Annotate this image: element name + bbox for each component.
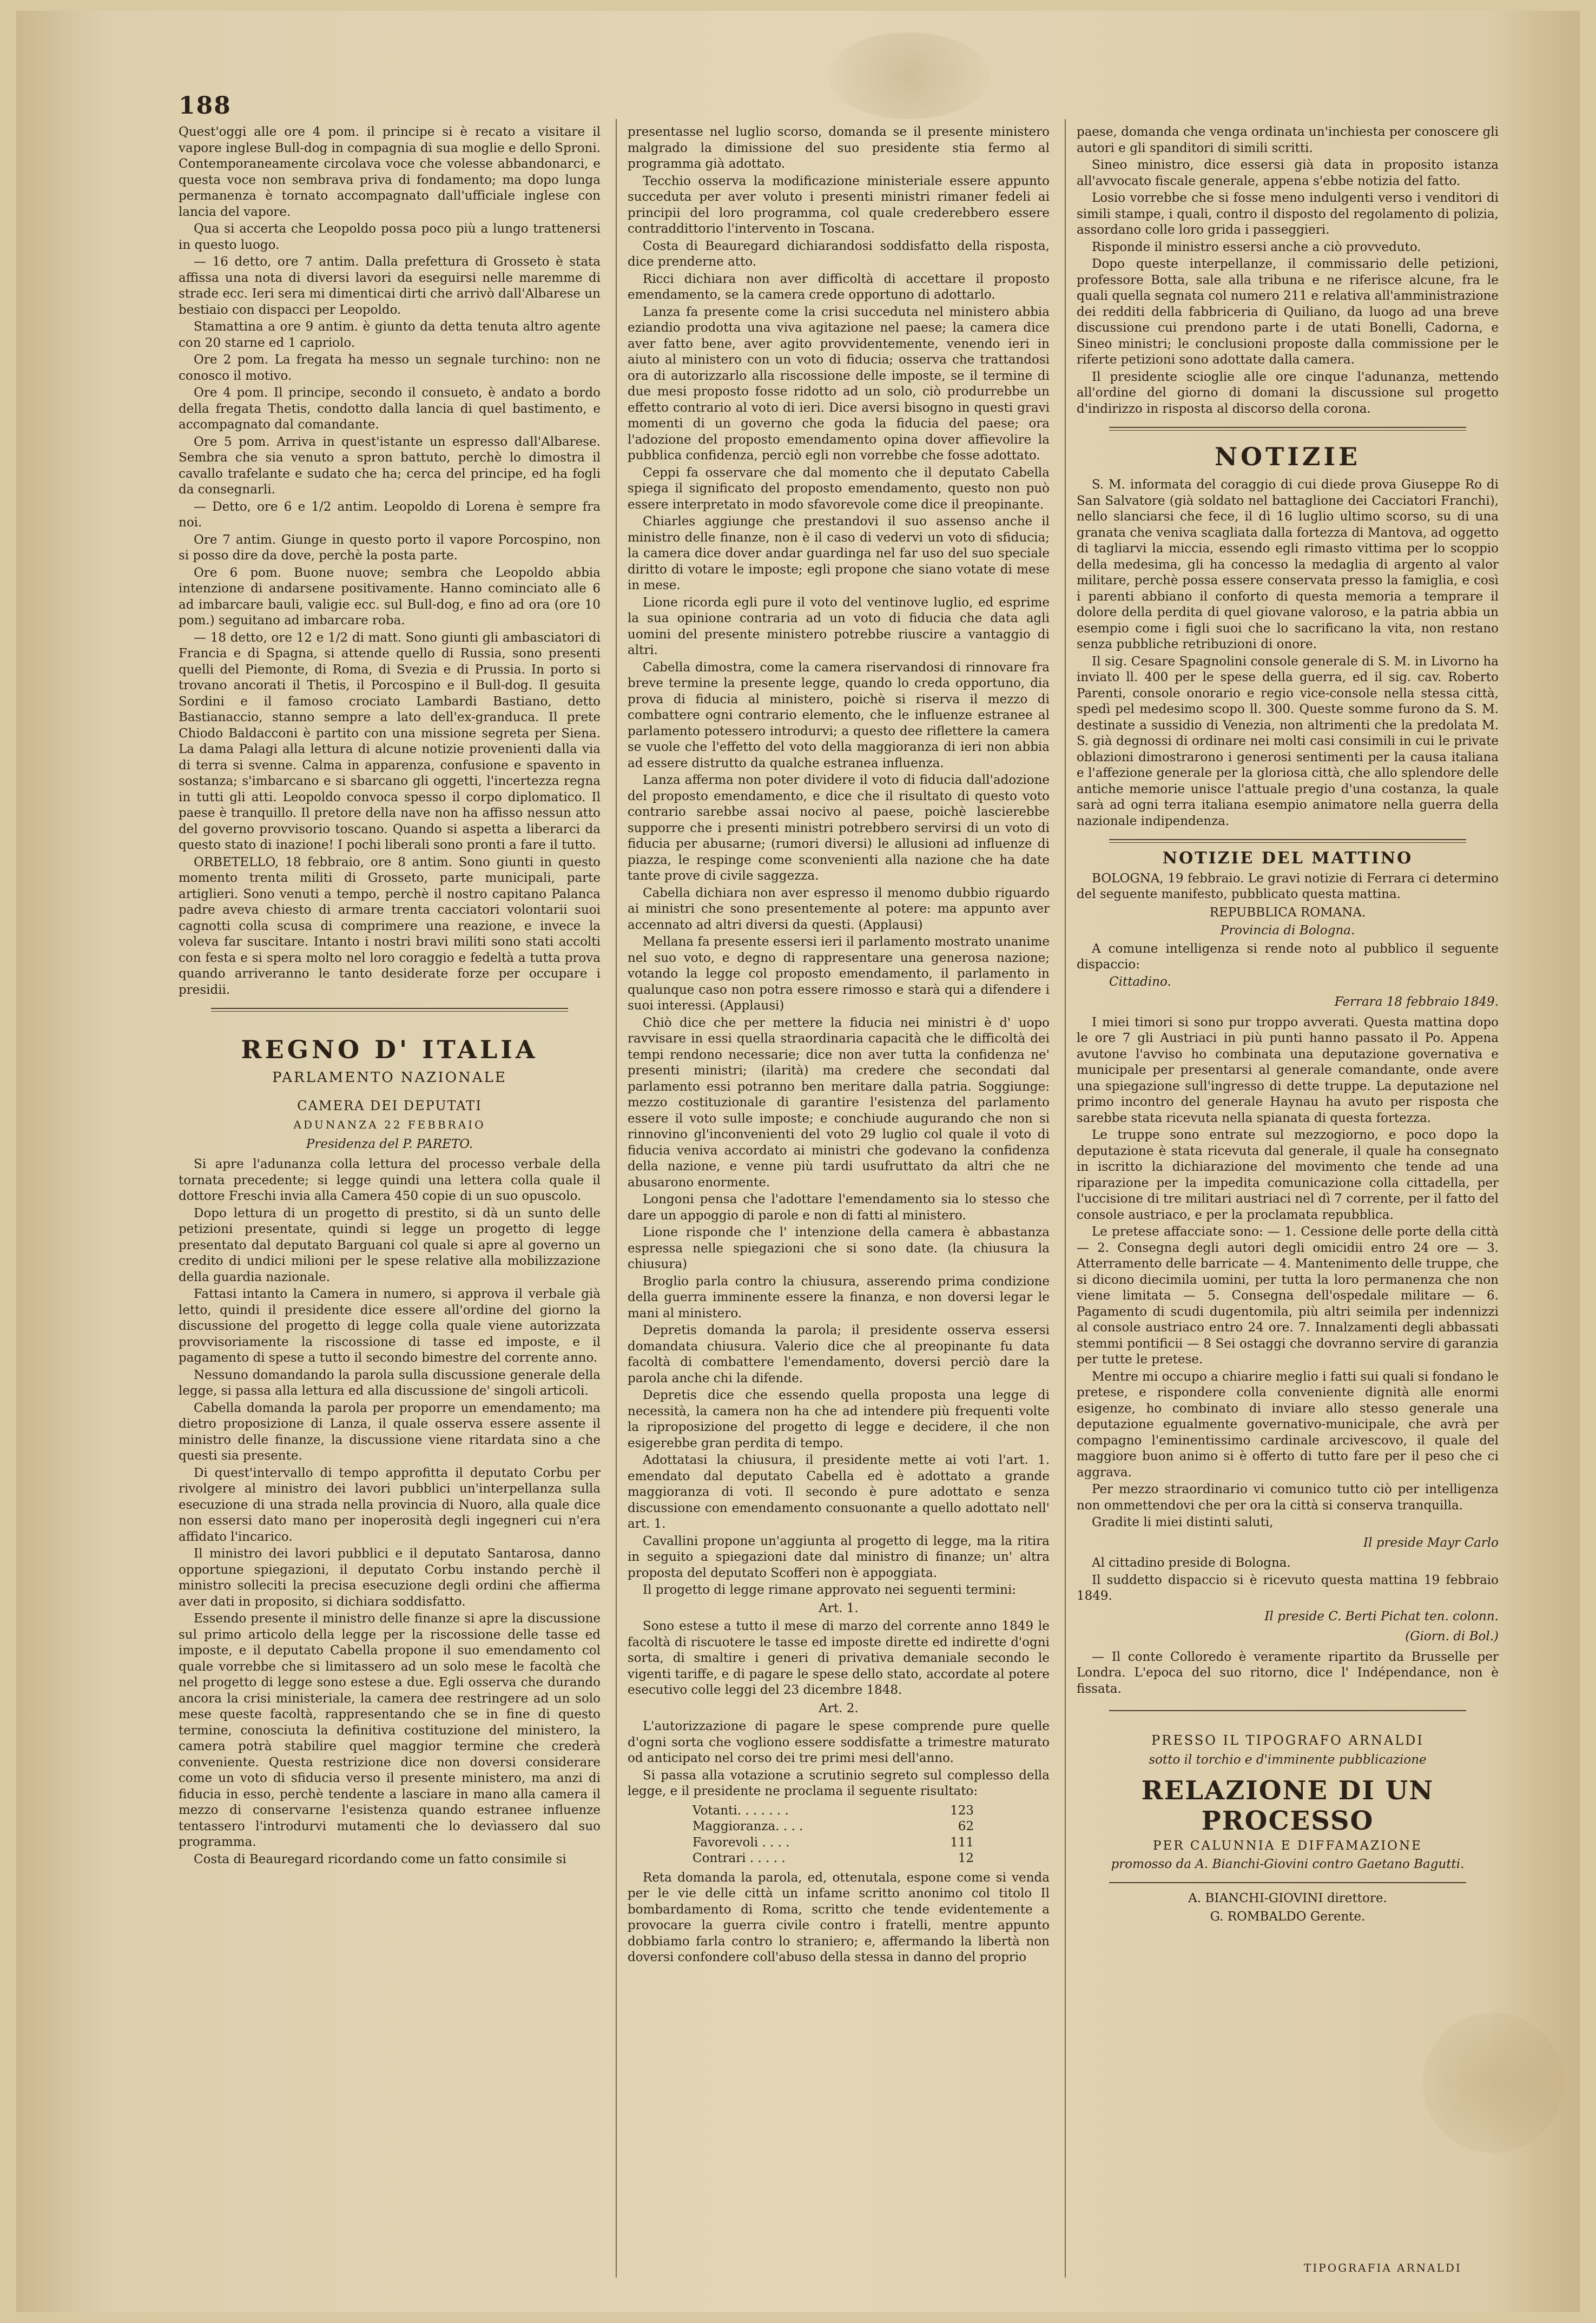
paragraph: Nessuno domandando la parola sulla discussione generale della legge, si passa alla lettura ed alla discussione de' singoli articoli. <box>179 1368 601 1398</box>
paragraph: Costa di Beauregard ricordando come un fatto consimile si <box>194 1852 566 1866</box>
paragraph: Si apre l'adunanza colla lettura del processo verbale della tornata precedente; si legge quindi una lettera colla quale il dottore Freschi invia alla Camera 450 copie di un suo opuscolo. <box>179 1157 601 1203</box>
paragraph: Reta domanda la parola, ed, ottenutala, espone come si venda per le vie delle città un infame scritto anonimo col titolo Il bombardamento di Roma, scritto che tende evidentemente a provocare la guerra civile contro i fratelli, mentre appunto dobbiamo farla contro lo straniero; e, affermando la libertà non doversi confondere coll'abuso della stessa in danno del proprio <box>628 1870 1050 1964</box>
paragraph: Qua si accerta che Leopoldo possa poco più a lungo trattenersi in questo luogo. <box>179 222 601 252</box>
paragraph: Cavallini propone un'aggiunta al progetto di legge, ma la ritira in seguito a spiegazioni date dal ministro di finanze; un' altra proposta del deputato Scofferi non è appoggiata. <box>628 1534 1050 1580</box>
paragraph: Lione ricorda egli pure il voto del ventinove luglio, ed esprime la sua opinione contraria ad un voto di fiducia che data agli uomini del presente ministero potrebbe riuscire a vantaggio di altri. <box>628 595 1050 657</box>
chamber-title: CAMERA DEI DEPUTATI <box>297 1098 482 1113</box>
paragraph: Stamattina a ore 9 antim. è giunto da detta tenuta altro agente con 20 starne ed 1 capriolo. <box>179 320 601 350</box>
section-rule <box>211 1011 568 1012</box>
dateline: Ferrara 18 febbraio 1849. <box>1334 995 1499 1009</box>
vote-row: Votanti. . . . . . . 123 <box>693 1803 974 1818</box>
column-1 <box>179 124 601 2278</box>
paragraph: Ore 5 pom. Arriva in quest'istante un espresso dall'Albarese. Sembra che sia venuto a spron battuto, perchè lo dimostra il cavallo trafelante e sudato che ha; cerca del principe, ed ha fogli da consegnarli. <box>179 434 601 497</box>
section-title-notizie: NOTIZIE <box>1214 442 1361 471</box>
section-rule <box>1109 430 1466 431</box>
section-rule <box>1109 427 1466 428</box>
paragraph: Il ministro dei lavori pubblici e il deputato Santarosa, danno opportune spiegazioni, il deputato Corbu instando perchè il ministro solleciti la precisa esecuzione degli ordini che affierma aver dati in proposito, si dichiara soddisfatto. <box>179 1547 601 1609</box>
section-rule <box>1109 842 1466 843</box>
paragraph: Ricci dichiara non aver difficoltà di accettare il proposto emendamento, se la camera crede opportuno di adottarlo. <box>628 272 1050 302</box>
newspaper-page <box>16 11 1580 2312</box>
paragraph: Ore 2 pom. La fregata ha messo un segnale turchino: non ne conosco il motivo. <box>179 353 601 383</box>
section-title-mattino: NOTIZIE DEL MATTINO <box>1162 849 1413 868</box>
paragraph: Al cittadino preside di Bologna. <box>1092 1556 1291 1570</box>
paragraph: BOLOGNA, 19 febbraio. Le gravi notizie di Ferrara ci determino del seguente manifesto, pubblicato questa mattina. <box>1077 871 1499 901</box>
section-rule <box>211 1008 568 1009</box>
column-2 <box>628 124 1050 2278</box>
paragraph: — Il conte Colloredo è veramente ripartito da Brusselle per Londra. L'epoca del suo ritorno, dice l' Indépendance, non è fissata. <box>1077 1649 1499 1696</box>
paragraph: Lanza fa presente come la crisi succeduta nel ministero abbia eziandio prodotta una viva agitazione nel paese; la camera dice aver fatto bene, aver agito provvidentemente, venendo ieri in aiuto al ministero con un voto di fiducia; osserva che trattandosi ora di autorizzarlo alla riscossione delle imposte, se il termine di due mesi proposto fosse ridotto ad un solo, ciò produrrebbe un effetto contrario al voto di ieri. Dice aversi bisogno in questi gravi momenti di un governo che goda la fiducia del paese; ora l'adozione del proposto emendamento opina dover affievolire la pubblica confidenza, perciò egli non vorrebbe che fosse adottato. <box>628 305 1050 463</box>
director: A. BIANCHI-GIOVINI direttore. <box>1188 1891 1387 1905</box>
printer-footer: TIPOGRAFIA ARNALDI <box>1304 2261 1462 2274</box>
paragraph: Lione risponde che l' intenzione della camera è abbastanza espressa nelle spiegazioni che si sono date. (la chiusura la chiusura) <box>628 1225 1050 1271</box>
paragraph: Tecchio osserva la modificazione ministeriale essere appunto succeduta per aver voluto i presenti ministri rimaner fedeli ai principii del loro programma, col quale crederebbero essere contraddittorio l'intervento in Toscana. <box>628 174 1050 236</box>
paragraph: Dopo queste interpellanze, il commissario delle petizioni, professore Botta, sale alla tribuna e ne riferisce alcune, fra le quali quella segnata col numero 211 e relativa all'amministrazione dei redditi della fabbriceria di Quiliano, da luogo ad una breve discussione cui prendono parte i de utati Bonelli, Cadorna, e Sineo ministri; le conclusioni proposte dalla commissione per le riferte petizioni sono adottate dalla camera. <box>1077 257 1499 367</box>
paragraph: Le pretese affacciate sono: — 1. Cessione delle porte della città — 2. Consegna degli autori degli omicidii entro 24 ore — 3. Atterramento delle barricate — 4. Mantenimento delle truppe, che si dicono diecimila uomini, per tutta la loro permanenza che non viene limitata — 5. Consegna dell'ospedale militare — 6. Pagamento di scudi dugentomila, più altri seimila per indennizzi al console austriaco entro 24 ore. 7. Innalzamenti degli abbassati stemmi pontificii — 8 Sei ostaggi che dovranno servire di garanzia per tutte le pretese. <box>1077 1225 1499 1367</box>
paragraph: Gradite li miei distinti saluti, <box>1092 1515 1274 1529</box>
column-rule <box>616 119 617 2278</box>
vote-results <box>693 1803 1050 1867</box>
paragraph: Chiò dice che per mettere la fiducia nei ministri è d' uopo ravvisare in essi quella straordinaria capacità che le difficoltà dei tempi rendono necessarie; dice non aver tutta la confidenza ne' presenti ministri; (ilarità) ma credere che secondati dal parlamento essi potranno ben meritare dalla patria. Soggiunge: mezzo costituzionale di garantire l'esistenza del parlamento essere il voto sulle imposte; e conchiude augurando che non si rinnovino gl'inconvenienti del voto 29 luglio col quale il voto di fiducia veniva accordato ai ministri che godevano la confidenza della nazione, e venne più tardi usufruttato da altri che ne abusarono enormente. <box>628 1015 1050 1190</box>
presidency: Presidenza del P. PARETO. <box>306 1137 473 1151</box>
publisher-line: PRESSO IL TIPOGRAFO ARNALDI <box>1151 1733 1424 1748</box>
paragraph: Essendo presente il ministro delle finanze si apre la discussione sul primo articolo della legge per la riscossione delle tasse ed imposte, e il deputato Cabella propone il suo emendamento col quale vorrebbe che si limitassero ad un solo mese le facoltà che nel progetto di legge sono estese a due. Egli osserva che durando ancora la crisi ministeriale, la camera dee restringere ad un solo mese queste facoltà, rappresentando che se in fine di questo termine, conosciuta la definitiva costituzione del ministero, la camera potrà stabilire quel maggior termine che crederà conveniente. Questa restrizione dice non doversi considerare come un voto di sfiducia verso il presente ministero, ma anzi di fiducia in esso, perchè tendente a lasciare in mano alla camera il mezzo di conservarne l'esistenza quando estranee influenze tentassero l'introdurvi mutamenti che lo devìassero dal suo programma. <box>179 1612 601 1849</box>
gerente: G. ROMBALDO Gerente. <box>1210 1909 1366 1924</box>
page-number: 188 <box>179 92 232 120</box>
paragraph: Mellana fa presente essersi ieri il parlamento mostrato unanime nel suo voto, e degno di rappresentare una generosa nazione; votando la legge col proposto emendamento, il parlamento in qualunque caso non potra essere rimosso e starà qui a difendere i suoi interessi. (Applausi) <box>628 935 1050 1013</box>
paragraph: Adottatasi la chiusura, il presidente mette ai voti l'art. 1. emendato dal deputato Cabella ed è adottato a grande maggioranza di voti. Il secondo è pure adottato e senza discussione con emendamento consuonante a quello adottato nell' art. 1. <box>628 1453 1050 1531</box>
paragraph: Il sig. Cesare Spagnolini console generale di S. M. in Livorno ha inviato ll. 400 per le spese della guerra, ed il sig. cav. Roberto Parenti, console onorario e regio vice-console nella stessa città, spedì pel medesimo scopo ll. 300. Queste somme furono da S. M. destinate a sussidio di Venezia, non altrimenti che la predolata M. S. già degnossi di ordinare nei molti casi consimili in cui le private oblazioni dimostrarono i generosi sentimenti per la causa italiana e l'affezione generale per la gloriosa città, che allo splendore delle antiche memorie unisce l'attuale pregio d'una costanza, la quale sarà ad ogni terra italiana esempio animatore nella guerra della nazionale indipendenza. <box>1077 654 1499 828</box>
section-title-kingdom: REGNO D' ITALIA <box>241 1035 538 1064</box>
paper-stain <box>828 32 990 119</box>
paragraph: Le truppe sono entrate sul mezzogiorno, e poco dopo la deputazione è stata ricevuta dal generale, il quale ha consegnato in iscritto la dichiarazione del movimento che tende ad una riparazione per la impedita comunicazione colla cittadella, per l'uccisione di tre militari austriaci nel dì 7 corrente, per il fatto del console austriaco, e per la proclamata repubblica. <box>1077 1128 1499 1222</box>
paragraph: Losio vorrebbe che si fosse meno indulgenti verso i venditori di simili stampe, i quali, contro il disposto del regolamento di polizia, assordano colle loro grida i passeggieri. <box>1077 191 1499 237</box>
ad-subtitle: PER CALUNNIA E DIFFAMAZIONE <box>1153 1839 1422 1853</box>
paragraph: Costa di Beauregard dichiarandosi soddisfatto della risposta, dice prenderne atto. <box>628 239 1050 269</box>
salutation: Cittadino. <box>1109 974 1171 989</box>
paragraph: Dopo lettura di un progetto di prestito, si dà un sunto delle petizioni presentate, quindi si legge un progetto di legge presentato dal deputato Barguani col quale si apre al governo un credito di undici milioni per le spese relative alla mobilizzazione della guardia nazionale. <box>179 1206 601 1284</box>
session-date: ADUNANZA 22 FEBBRAIO <box>293 1118 486 1131</box>
paragraph: Il progetto di legge rimane approvato nei seguenti termini: <box>643 1583 1017 1597</box>
province-title: Provincia di Bologna. <box>1220 923 1355 938</box>
signature: Il preside Mayr Carlo <box>1363 1535 1499 1550</box>
paragraph: Cabella dimostra, come la camera riservandosi di rinnovare fra breve termine la presente legge, quando lo creda opportuno, dia prova di fiducia al ministero, poichè si riserva il mezzo di combattere ogni contrario elemento, che le influenze estranee al parlamento potessero introdurvi; a questo dee riflettere la camera se vuole che l'effetto del voto della maggioranza di ieri non abbia ad essere distrutto da qualche estranea influenza. <box>628 660 1050 770</box>
vote-intro: Si passa alla votazione a scrutinio segreto sul complesso della legge, e il presidente ne proclama il seguente risultato: <box>628 1768 1050 1798</box>
paragraph: Risponde il ministro essersi anche a ciò provveduto. <box>1092 240 1421 254</box>
paragraph: Depretis dice che essendo quella proposta una legge di necessità, la camera non ha che ad intendere più frequenti volte la riproposizione del progetto di legge e decidere, il che non esigerebbe gran perdita di tempo. <box>628 1388 1050 1450</box>
section-rule <box>1109 839 1466 840</box>
paragraph: Il presidente scioglie alle ore cinque l'adunanza, mettendo all'ordine del giorno di domani la discussione sul progetto d'indirizzo in risposta al discorso della corona. <box>1077 369 1499 416</box>
article-2-title: Art. 2. <box>819 1701 859 1715</box>
section-rule <box>1109 1882 1466 1883</box>
paragraph: Di quest'intervallo di tempo approfitta il deputato Corbu per rivolgere al ministro dei lavori pubblici un'interpellanza sulla esecuzione di una strada nella provincia di Nuoro, alla quale dice non essersi dato mano per inoperosità degli ingegneri cui n'era affidato l'incarico. <box>179 1466 601 1544</box>
notice: A comune intelligenza si rende noto al pubblico il seguente dispaccio: <box>1077 941 1499 972</box>
paragraph: — Detto, ore 6 e 1/2 antim. Leopoldo di Lorena è sempre fra noi. <box>179 499 601 530</box>
paragraph: Lanza afferma non poter dividere il voto di fiducia dall'adozione del proposto emendamento, e dice che il risultato di questo voto contrario sarebbe assai nocivo al paese, poichè lascierebbe supporre che i presenti ministri potrebbero servirsi di un voto di fiducia per abusarne; (rumori diversi) le allusioni ad influenze di piazza, le respinge come sconvenienti alla nazione che ha date tante prove di civile saggezza. <box>628 773 1050 883</box>
publisher-subline: sotto il torchio e d'imminente pubblicazione <box>1149 1752 1427 1767</box>
paragraph: Ore 6 pom. Buone nuove; sembra che Leopoldo abbia intenzione di andarsene positivamente. Hanno cominciato alle 6 ad imbarcare bauli, valigie ecc. sul Bull-dog, e fino ad ora (ore 10 pom.) seguitano ad imbarcare roba. <box>179 565 601 628</box>
paragraph: ORBETELLO, 18 febbraio, ore 8 antim. Sono giunti in questo momento trenta militi di Grosseto, parte municipali, parte artiglieri. Sono venuti a tempo, perchè il nostro capitano Palanca padre aveva chiesto di armare trenta cacciatori volontarii suoi cagnotti colla scusa di comprimere una reazione, e invece la voleva far suscitare. Intanto i nostri bravi militi sono stati accolti con festa e si spera molto nel loro coraggio e fedeltà a tutta prova quando arriveranno le tanto desiderate forze per occupare i presidii. <box>179 855 601 997</box>
paragraph: Broglio parla contro la chiusura, asserendo prima condizione della guerra imminente essere la finanza, e non doversi legar le mani al ministero. <box>628 1274 1050 1321</box>
column-3 <box>1077 124 1499 2278</box>
vote-row: Maggioranza. . . . 62 <box>693 1819 974 1833</box>
source: (Giorn. di Bol.) <box>1405 1629 1499 1644</box>
republic-title: REPUBBLICA ROMANA. <box>1209 905 1366 920</box>
paragraph: Per mezzo straordinario vi comunico tutto ciò per intelligenza non ommettendovi che per ora la città si conserva tranquilla. <box>1077 1482 1499 1513</box>
signature: Il preside C. Berti Pichat ten. colonn. <box>1264 1609 1499 1624</box>
section-rule <box>1109 1710 1466 1711</box>
paragraph: Depretis domanda la parola; il presidente osserva essersi domandata chiusura. Valerio dice che al preopinante fu data facoltà di combattere l'emendamento, doversi perciò dare la parola anche chi la difende. <box>628 1323 1050 1385</box>
paragraph: — 16 detto, ore 7 antim. Dalla prefettura di Grosseto è stata affissa una nota di diversi lavori da eseguirsi nelle maremme di strade ecc. Ieri sera mi dimenticai dirti che arrivò dall'Albarese un bestiaio con dispacci per Leopoldo. <box>179 255 601 317</box>
article-1-text: Sono estese a tutto il mese di marzo del corrente anno 1849 le facoltà di riscuotere le tasse ed imposte dirette ed indirette d'ogni sorta, di smaltire i generi di privativa demaniale secondo le vigenti tariffe, e di pagare le spese dello stato, accordate al potere esecutivo colle leggi del 23 dicembre 1848. <box>628 1619 1050 1697</box>
parliament-title: PARLAMENTO NAZIONALE <box>272 1070 507 1086</box>
paragraph: — 18 detto, ore 12 e 1/2 di matt. Sono giunti gli ambasciatori di Francia e di Spagna, si attende quello di Russia, sono presenti quelli del Piemonte, di Roma, di Svezia e di Prussia. In porto si trovano ancorati il Thetis, il Porcospino e il Bull-dog. Il gesuita Sordini e il famoso crociato Lambardi Bastiano, detto Bastianaccio, stanno sempre a lato dell'ex-granduca. Il prete Chiodo Baldacconi è partito con una missione segreta per Siena. La dama Palagi alla lettura di alcune notizie provenienti dalla via di terra si svenne. Calma in apparenza, confusione e spavento in sostanza; s'imbarcano e si sbarcano gli oggetti, l'incertezza regna in tutti gli atti. Leopoldo convoca spesso il corpo diplomatico. Il paese è tranquillo. Il pretore della nave non ha affisso nessun atto del governo provvisorio toscano. Quando si aspetta a liberarci da questo stato di inazione! I pochi liberali sono pronti a fare il tutto. <box>179 630 601 852</box>
paragraph: Mentre mi occupo a chiarire meglio i fatti sui quali si fondano le pretese, e rispondere colla conveniente dignità alle enormi esigenze, ho combinato di inviare allo stesso generale una deputazione egualmente governativo-municipale, che avrà per compagno l'eminentissimo cardinale arcivescovo, il quale del maggiore buon animo si è offerto di tutto fare per il peso che ci aggrava. <box>1077 1369 1499 1480</box>
paragraph: Longoni pensa che l'adottare l'emendamento sia lo stesso che dare un appoggio di parole e non di fatti al ministero. <box>628 1192 1050 1223</box>
paragraph: Sineo ministro, dice essersi già data in proposito istanza all'avvocato fiscale generale, appena s'ebbe notizia del fatto. <box>1077 158 1499 188</box>
paragraph: Cabella domanda la parola per proporre un emendamento; ma dietro proposizione di Lanza, il quale osserva essere assente il ministro delle finanze, la discussione viene ritardata sino a che questi sia presente. <box>179 1401 601 1463</box>
paragraph: Ceppi fa osservare che dal momento che il deputato Cabella spiega il significato del proposto emendamento, questo non può essere interpretato in modo sfavorevole come dice il preopinante. <box>628 465 1050 512</box>
paragraph: Ore 4 pom. Il principe, secondo il consueto, è andato a bordo della fregata Thetis, condotto dalla lancia di quel bastimento, e accompagnato dal comandante. <box>179 386 601 432</box>
paragraph: S. M. informata del coraggio di cui diede prova Giuseppe Ro di San Salvatore (già soldato nel battaglione dei Cacciatori Franchi), nello slanciarsi che fece, il dì 16 luglio ultimo scorso, su di una granata che veniva scagliata dalla fortezza di Mantova, ad oggetto di tagliarvi la miccia, essendo egli rimasto vittima per lo scoppio della medesima, gli ha concesso la medaglia di argento al valor militare, perchè possa essere conservata presso la famiglia, e così i parenti abbiano il conforto di questa memoria a temprare il dolore della perdita di quel giovane valoroso, e la patria abbia un esempio come i figli suoi che lo sacrificano la vita, non restano senza pubbliche retribuzioni di onore. <box>1077 478 1499 651</box>
paragraph: Chiarles aggiunge che prestandovi il suo assenso anche il ministro delle finanze, non è il caso di vedervi un voto di sfiducia; la camera dice dover andar guardinga nel far uso del suo speciale diritto di votare le imposte; egli propone che siano votate di mese in mese. <box>628 514 1050 592</box>
ad-title: RELAZIONE DI UN PROCESSO <box>1141 1776 1434 1836</box>
paragraph: Quest'oggi alle ore 4 pom. il principe si è recato a visitare il vapore inglese Bull-dog in compagnia di sua moglie e dello Sproni. Contemporaneamente circolava voce che volesse abbandonarci, e questa voce non sembrava priva di fondamento; ma dopo lunga permanenza è tornato accompagnato dall'ufficiale inglese con lancia del vapore. <box>179 125 601 219</box>
paragraph: Ore 7 antim. Giunge in questo porto il vapore Porcospino, non si posso dire da dove, perchè la posta parte. <box>179 532 601 563</box>
paragraph: paese, domanda che venga ordinata un'inchiesta per conoscere gli autori e gli spanditori di simili scritti. <box>1077 125 1499 155</box>
paragraph: Cabella dichiara non aver espresso il menomo dubbio riguardo ai ministri che sono presentemente al potere: ma appunto aver accennato ad altri diversi da questi. (Applausi) <box>628 886 1050 932</box>
vote-row: Favorevoli . . . . 111 <box>693 1835 974 1850</box>
vote-row: Contrari . . . . . 12 <box>693 1851 974 1865</box>
paragraph: Il suddetto dispaccio si è ricevuto questa mattina 19 febbraio 1849. <box>1077 1573 1499 1603</box>
article-2-text: L'autorizzazione di pagare le spese comprende pure quelle d'ogni sorta che vogliono essere soddisfatte a trimestre maturato od anticipato nel corso dei tre primi mesi dell'anno. <box>628 1719 1050 1765</box>
column-rule <box>1065 119 1066 2278</box>
paragraph: presentasse nel luglio scorso, domanda se il presente ministero malgrado la dimissione del suo presidente stia fermo al programma già adottato. <box>628 125 1050 171</box>
ad-promoter: promosso da A. Bianchi-Giovini contro Gaetano Bagutti. <box>1111 1857 1465 1871</box>
paragraph: I miei timori si sono pur troppo avverati. Questa mattina dopo le ore 7 gli Austriaci in più punti hanno passato il Po. Appena avutone l'avviso ho combinata una deputazione governativa e municipale per presentarsi al generale comandante, onde avere una spiegazione sull'ingresso di dette truppe. La deputazione nel primo incontro del generale Haynau ha avuto per risposta che sarebbe stata ricevuta nella spianata di questa fortezza. <box>1077 1015 1499 1125</box>
article-1-title: Art. 1. <box>819 1601 859 1615</box>
paragraph: Fattasi intanto la Camera in numero, si approva il verbale già letto, quindi il presidente dice essere all'ordine del giorno la discussione del progetto di legge colla quale viene autorizzata provvisoriamente la riscossione di tasse ed imposte, e il pagamento di spese a tutto il secondo bimestre del corrente anno. <box>179 1287 601 1365</box>
